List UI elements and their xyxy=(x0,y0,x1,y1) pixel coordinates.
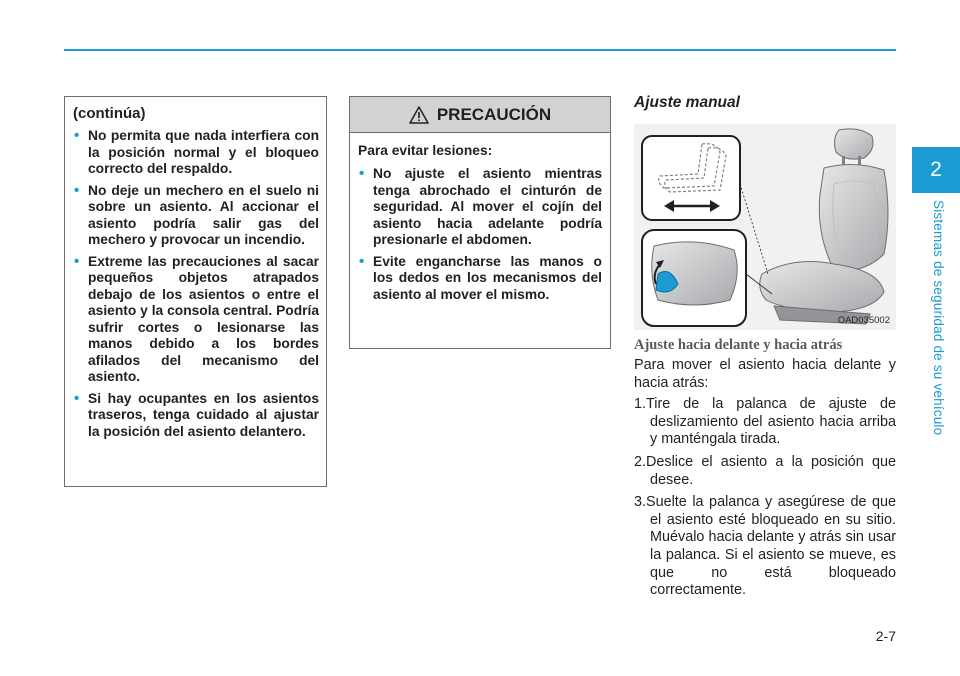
instructions-text xyxy=(634,357,896,605)
continued-warning-box xyxy=(64,96,327,487)
instruction-steps xyxy=(634,396,896,600)
list-item: • No deje un mechero en el suelo ni sobre un asiento. Al accionar el asiento podría salir gas del mechero y provocar un incendio. xyxy=(74,181,319,247)
caution-title: PRECAUCIÓN xyxy=(436,104,552,124)
chapter-title: Sistemas de seguridad de su vehículo xyxy=(931,200,946,436)
seat-illustration xyxy=(634,124,896,330)
bullet-icon: • xyxy=(74,181,80,199)
bullet-icon: • xyxy=(74,127,80,144)
section-heading: Ajuste manual xyxy=(634,94,740,111)
list-item: 3.Suelte la palanca y asegúrese de que el asiento esté bloqueado en su sitio. Muévalo hacia delante y atrás sin usar la palanca. Si el asiento se mueve, es que no está bloqueado correctamente. xyxy=(634,494,896,599)
subsection-heading: Ajuste hacia delante y hacia atrás xyxy=(634,337,843,353)
instructions-intro: Para mover el asiento hacia delante y hacia atrás: xyxy=(634,357,896,391)
caution-header xyxy=(350,97,610,133)
page-number: 2-7 xyxy=(875,628,896,644)
chapter-tab[interactable]: 2 xyxy=(912,147,960,193)
continued-label: (continúa) xyxy=(73,105,146,122)
list-item: • No permita que nada interfiera con la posición normal y el bloqueo correcto del respaldo. xyxy=(74,127,319,176)
warning-triangle-icon xyxy=(409,106,429,124)
list-item: 1.Tire de la palanca de ajuste de deslizamiento del asiento hacia arriba y manténgala tirada. xyxy=(634,396,896,448)
list-item: • Si hay ocupantes en los asientos traseros, tenga cuidado al ajustar la posición del asiento delantero. xyxy=(74,389,319,439)
caution-intro: Para evitar lesiones: xyxy=(358,143,493,158)
list-item: • Extreme las precauciones al sacar pequeños objetos atrapados debajo de los asientos o entre el asiento y la consola central. Podría sufrir cortes o lesionarse las manos debido a los bordes afilados del mecanismo del asiento. xyxy=(74,252,319,384)
bullet-icon: • xyxy=(74,252,80,270)
caution-body xyxy=(350,133,610,303)
seat-adjustment-figure xyxy=(634,124,896,330)
list-item: • Evite engancharse las manos o los dedos en los mecanismos del asiento al mover el mismo. xyxy=(359,252,602,302)
list-item: • No ajuste el asiento mientras tenga abrochado el cinturón de seguridad. Al mover el cojín del asiento hacia adelante podría presionarle el abdomen. xyxy=(359,165,602,247)
bullet-icon: • xyxy=(359,252,365,270)
bullet-icon: • xyxy=(74,389,80,407)
figure-code: OAD035002 xyxy=(837,315,890,326)
bullet-icon: • xyxy=(359,165,365,182)
list-item: 2.Deslice el asiento a la posición que desee. xyxy=(634,453,896,488)
caution-list xyxy=(358,166,602,303)
header-rule xyxy=(64,49,896,51)
continued-warning-list xyxy=(73,128,319,440)
caution-box xyxy=(349,96,611,349)
